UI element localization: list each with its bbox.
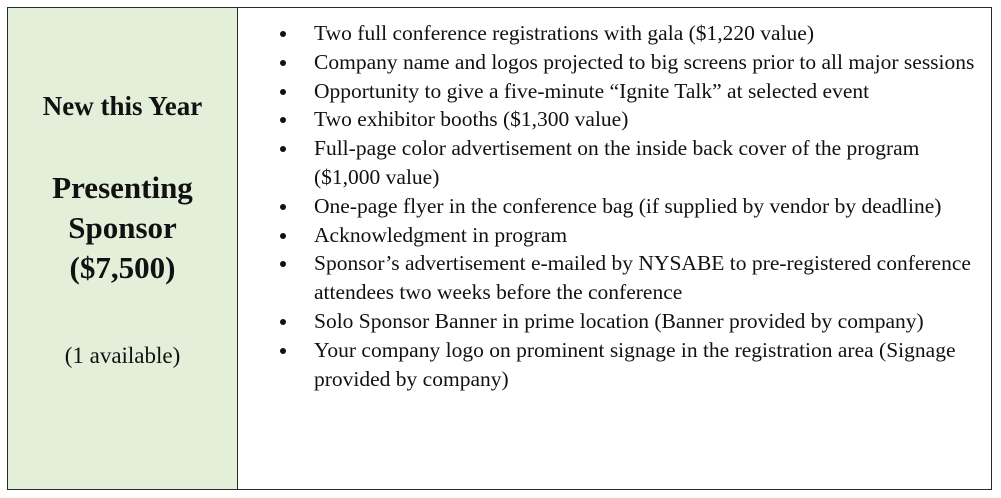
bullet-icon: [280, 89, 286, 95]
benefit-text: Acknowledgment in program: [314, 222, 568, 247]
benefits-list: [238, 19, 991, 393]
benefit-item: [238, 221, 991, 250]
bullet-icon: [280, 319, 286, 325]
bullet-icon: [280, 146, 286, 152]
benefit-item: [238, 19, 991, 48]
benefit-text: One-page flyer in the conference bag (if supplied by vendor by deadline): [314, 193, 942, 218]
benefit-text: Company name and logos projected to big screens prior to all major sessions: [314, 49, 975, 74]
benefit-text: Two full conference registrations with gala ($1,220 value): [314, 21, 814, 45]
benefit-item: [238, 77, 991, 106]
bullet-icon: [280, 60, 286, 66]
sponsor-package-table: [7, 7, 992, 490]
bullet-icon: [280, 117, 286, 123]
benefit-text: Two exhibitor booths ($1,300 value): [314, 107, 629, 132]
benefit-text: Sponsor’s advertisement e-mailed by NYSABE to pre-registered conference attendees two weeks before the conference: [314, 251, 971, 305]
benefit-text: Solo Sponsor Banner in prime location (Banner provided by company): [314, 308, 924, 333]
benefit-text: Your company logo on prominent signage in the registration area (Signage provided by company): [314, 337, 956, 391]
sponsor-title-line: Presenting: [52, 170, 193, 205]
benefit-item: [238, 105, 991, 134]
benefit-item: [238, 249, 991, 307]
benefit-text: Opportunity to give a five-minute “Ignite Talk” at selected event: [314, 78, 870, 103]
bullet-icon: [280, 233, 286, 239]
benefit-text: Full-page color advertisement on the inside back cover of the program ($1,000 value): [314, 136, 920, 189]
benefit-item: [238, 134, 991, 192]
availability-note: (1 available): [64, 343, 181, 368]
benefits-cell: [238, 8, 991, 489]
sponsor-price: ($7,500): [69, 250, 176, 285]
new-this-year-label: New this Year: [42, 91, 203, 121]
bullet-icon: [280, 204, 286, 210]
benefit-item: [238, 192, 991, 221]
bullet-icon: [280, 261, 286, 267]
package-summary-cell: [8, 8, 238, 489]
benefit-item: [238, 336, 991, 394]
benefit-item: [238, 307, 991, 336]
sponsor-title-line: Sponsor: [68, 210, 177, 245]
benefit-item: [238, 48, 991, 77]
bullet-icon: [280, 348, 286, 354]
bullet-icon: [280, 31, 286, 37]
sponsor-tier-title: [8, 168, 237, 288]
